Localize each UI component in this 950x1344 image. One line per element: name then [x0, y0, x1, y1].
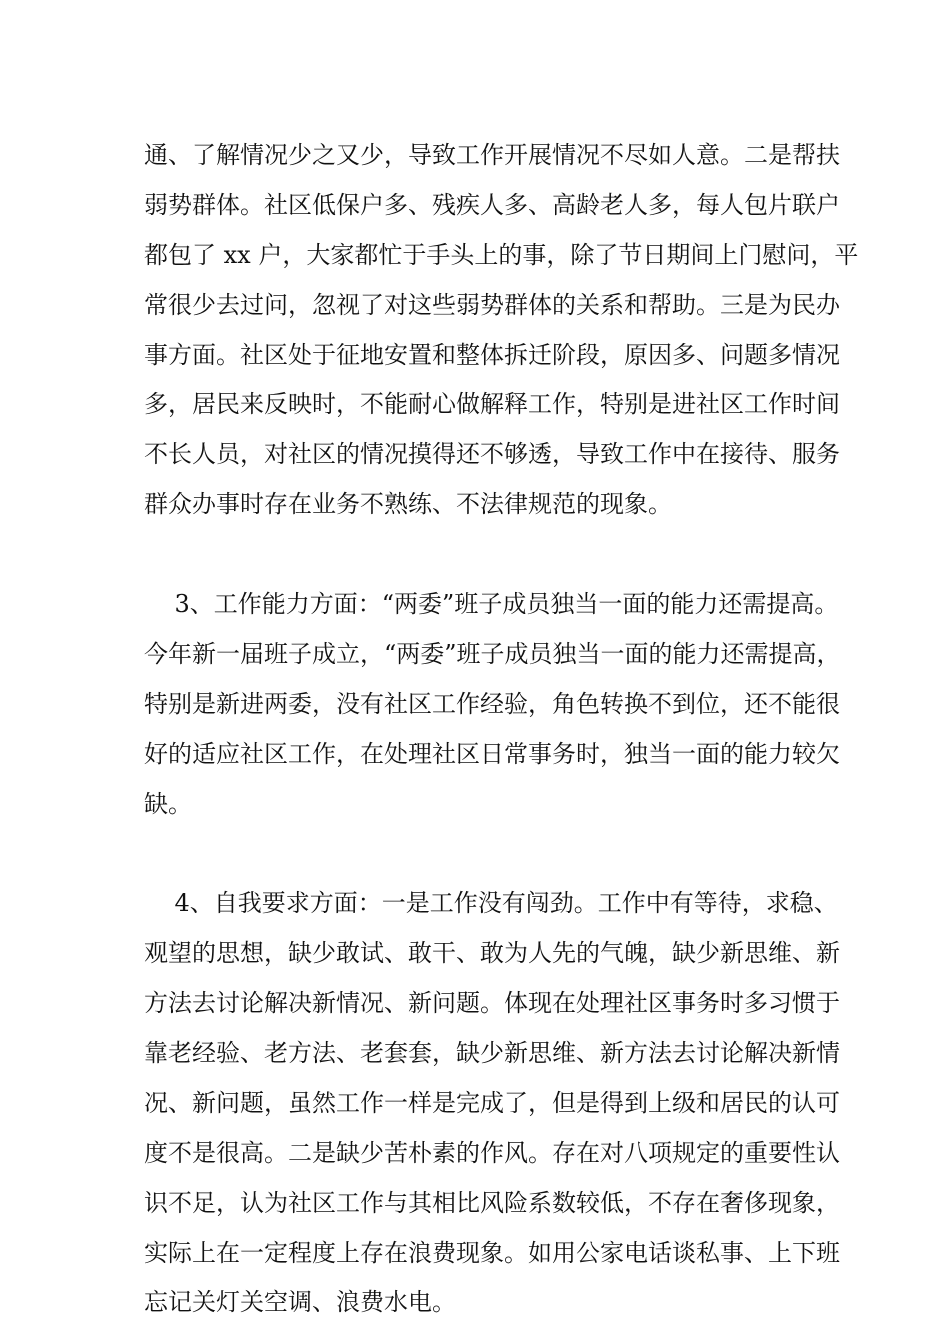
paragraph-3-start: 3、工作能力方面：“两委”班子成员独当一面的能力还需提高。 [144, 590, 839, 619]
text-line: 识不足，认为社区工作与其相比风险系数较低，不存在奢侈现象， [144, 1188, 840, 1217]
text-line: 靠老经验、老方法、老套套，缺少新思维、新方法去讨论解决新情 [144, 1039, 840, 1068]
text-line: 通、了解情况少之又少，导致工作开展情况不尽如人意。二是帮扶 [144, 141, 840, 169]
text-line: 群众办事时存在业务不熟练、不法律规范的现象。 [144, 490, 672, 519]
text-line: 都包了 xx 户，大家都忙于手头上的事，除了节日期间上门慰问，平 [144, 240, 859, 269]
text-line: 实际上在一定程度上存在浪费现象。如用公家电话谈私事、上下班 [144, 1238, 840, 1267]
text-line: 事方面。社区处于征地安置和整体拆迁阶段，原因多、问题多情况 [144, 340, 840, 369]
text-line: 观望的思想，缺少敢试、敢干、敢为人先的气魄，缺少新思维、新 [144, 939, 840, 968]
text-line: 忘记关灯关空调、浪费水电。 [144, 1288, 456, 1317]
text-line: 今年新一届班子成立，“两委”班子成员独当一面的能力还需提高， [144, 639, 841, 668]
text-line: 弱势群体。社区低保户多、残疾人多、高龄老人多，每人包片联户 [144, 190, 840, 219]
text-line: 况、新问题，虽然工作一样是完成了，但是得到上级和居民的认可 [144, 1088, 840, 1117]
document-body [144, 131, 859, 1328]
text-line: 度不是很高。二是缺少苦朴素的作风。存在对八项规定的重要性认 [144, 1138, 840, 1167]
text-line: 常很少去过问，忽视了对这些弱势群体的关系和帮助。三是为民办 [144, 290, 840, 319]
paragraph-gap [144, 829, 844, 879]
text-line: 缺。 [144, 789, 192, 818]
text-line: 好的适应社区工作，在处理社区日常事务时，独当一面的能力较欠 [144, 739, 840, 768]
text-line: 多，居民来反映时，不能耐心做解释工作，特别是进社区工作时间 [144, 390, 840, 419]
paragraph-4-start: 4、自我要求方面：一是工作没有闯劲。工作中有等待，求稳、 [144, 889, 838, 918]
text-line: 特别是新进两委，没有社区工作经验，角色转换不到位，还不能很 [144, 689, 840, 718]
paragraph-gap [144, 530, 844, 580]
text-line: 不长人员，对社区的情况摸得还不够透，导致工作中在接待、服务 [144, 440, 840, 469]
text-line: 方法去讨论解决新情况、新问题。体现在处理社区事务时多习惯于 [144, 989, 840, 1018]
